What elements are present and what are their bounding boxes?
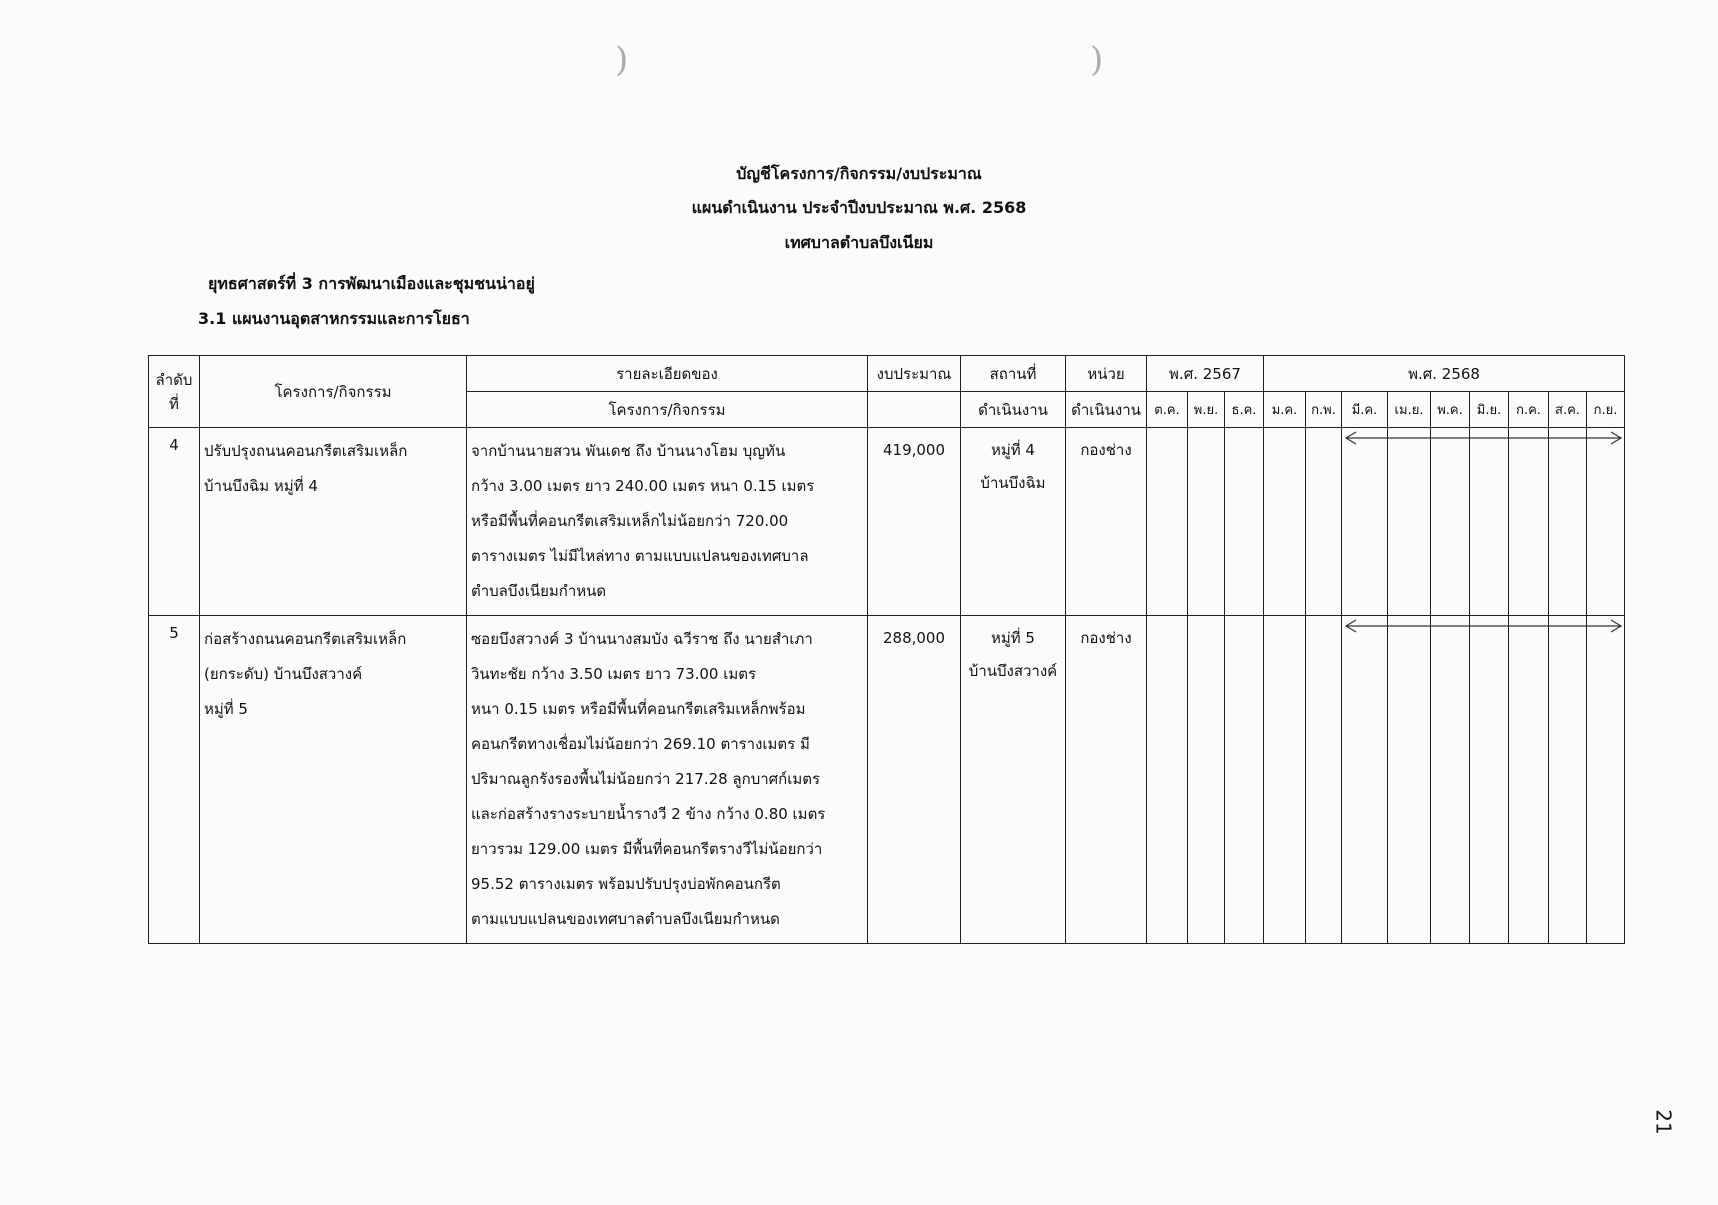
- month-cell: [1431, 428, 1470, 616]
- row-number: 4: [149, 428, 200, 616]
- month-header: พ.ค.: [1431, 392, 1470, 428]
- month-header: ม.ค.: [1264, 392, 1306, 428]
- month-cell: [1264, 616, 1306, 944]
- responsible-unit: กองช่าง: [1066, 428, 1147, 616]
- budget-amount: 288,000: [868, 616, 961, 944]
- month-cell: [1431, 616, 1470, 944]
- project-name: ก่อสร้างถนนคอนกรีตเสริมเหล็ก (ยกระดับ) บ้านบึงสวางค์ หมู่ที่ 5: [200, 616, 467, 944]
- month-cell: [1549, 616, 1587, 944]
- page-number: 21: [1651, 1109, 1676, 1135]
- month-cell: [1188, 428, 1225, 616]
- month-header: เม.ย.: [1388, 392, 1431, 428]
- year-2567-header: พ.ศ. 2567: [1147, 356, 1264, 392]
- month-header: ก.พ.: [1306, 392, 1342, 428]
- punch-hole-mark-left: ): [615, 40, 629, 80]
- month-cell: [1306, 428, 1342, 616]
- month-cell: [1342, 616, 1388, 944]
- month-header: ส.ค.: [1549, 392, 1587, 428]
- project-detail: ซอยบึงสวางค์ 3 บ้านนางสมบัง ฉวีราช ถึง นายสำเภา วินทะชัย กว้าง 3.50 เมตร ยาว 73.00 เมตร หนา 0.15 เมตร หรือมีพื้นที่คอนกรีตเสริมเหล็กพร้อม คอนกรีตทางเชื่อมไม่น้อยกว่า 269.10 ตารางเมตร มี ปริมาณลูกรังรองพื้นไม่น้อยกว่า 217.28 ลูกบาศก์เมตร และก่อสร้างรางระบายน้ำรางวี 2 ข้าง กว้าง 0.80 เมตร ยาวรวม 129.00 เมตร มีพื้นที่คอนกรีตรางวีไม่น้อยกว่า 95.52 ตารางเมตร พร้อมปรับปรุงบ่อพักคอนกรีต ตามแบบแปลนของเทศบาลตำบลบึงเนียมกำหนด: [467, 616, 868, 944]
- month-cell: [1587, 428, 1625, 616]
- month-cell: [1587, 616, 1625, 944]
- strategy-heading: ยุทธศาสตร์ที่ 3 การพัฒนาเมืองและชุมชนน่าอยู่: [208, 274, 535, 293]
- col-detail-header-2: โครงการ/กิจกรรม: [467, 392, 868, 428]
- table-row: [149, 616, 1625, 944]
- table-row: [149, 428, 1625, 616]
- month-header: มี.ค.: [1342, 392, 1388, 428]
- col-place-header-2: ดำเนินงาน: [961, 392, 1066, 428]
- punch-hole-mark-right: ): [1090, 40, 1104, 80]
- title-line-1: บัญชีโครงการ/กิจกรรม/งบประมาณ: [736, 164, 982, 183]
- month-cell: [1470, 428, 1509, 616]
- col-budget-header: งบประมาณ: [868, 356, 961, 392]
- title-line-3: เทศบาลตำบลบึงเนียม: [784, 233, 934, 252]
- col-unit-header: หน่วย: [1066, 356, 1147, 392]
- month-cell: [1509, 428, 1549, 616]
- month-cell: [1388, 428, 1431, 616]
- month-header: ก.ย.: [1587, 392, 1625, 428]
- project-plan-table: [148, 355, 1625, 944]
- col-budget-header-2: [868, 392, 961, 428]
- month-header: ก.ค.: [1509, 392, 1549, 428]
- project-detail: จากบ้านนายสวน พันเดช ถึง บ้านนางโฮม บุญทัน กว้าง 3.00 เมตร ยาว 240.00 เมตร หนา 0.15 เมตร หรือมีพื้นที่คอนกรีตเสริมเหล็กไม่น้อยกว่า 720.00 ตารางเมตร ไม่มีไหล่ทาง ตามแบบแปลนของเทศบาล ตำบลบึงเนียมกำหนด: [467, 428, 868, 616]
- month-cell: [1509, 616, 1549, 944]
- month-cell: [1470, 616, 1509, 944]
- col-place-header: สถานที่: [961, 356, 1066, 392]
- month-cell: [1225, 616, 1264, 944]
- month-cell: [1388, 616, 1431, 944]
- month-cell: [1188, 616, 1225, 944]
- plan-heading: 3.1 แผนงานอุตสาหกรรมและการโยธา: [198, 309, 470, 328]
- col-project-header: โครงการ/กิจกรรม: [200, 356, 467, 428]
- month-cell: [1225, 428, 1264, 616]
- col-detail-header: รายละเอียดของ: [467, 356, 868, 392]
- responsible-unit: กองช่าง: [1066, 616, 1147, 944]
- col-no-header: ลำดับ ที่: [149, 356, 200, 428]
- month-header: พ.ย.: [1188, 392, 1225, 428]
- month-header: มิ.ย.: [1470, 392, 1509, 428]
- month-header: ต.ค.: [1147, 392, 1188, 428]
- month-cell: [1342, 428, 1388, 616]
- month-cell: [1147, 428, 1188, 616]
- row-number: 5: [149, 616, 200, 944]
- title-line-2: แผนดำเนินงาน ประจำปีงบประมาณ พ.ศ. 2568: [691, 198, 1027, 217]
- month-cell: [1549, 428, 1587, 616]
- month-cell: [1147, 616, 1188, 944]
- work-location: หมู่ที่ 5 บ้านบึงสวางค์: [961, 616, 1066, 944]
- col-unit-header-2: ดำเนินงาน: [1066, 392, 1147, 428]
- month-header: ธ.ค.: [1225, 392, 1264, 428]
- project-name: ปรับปรุงถนนคอนกรีตเสริมเหล็ก บ้านบึงฉิม หมู่ที่ 4: [200, 428, 467, 616]
- year-2568-header: พ.ศ. 2568: [1264, 356, 1625, 392]
- month-cell: [1306, 616, 1342, 944]
- budget-amount: 419,000: [868, 428, 961, 616]
- work-location: หมู่ที่ 4 บ้านบึงฉิม: [961, 428, 1066, 616]
- month-cell: [1264, 428, 1306, 616]
